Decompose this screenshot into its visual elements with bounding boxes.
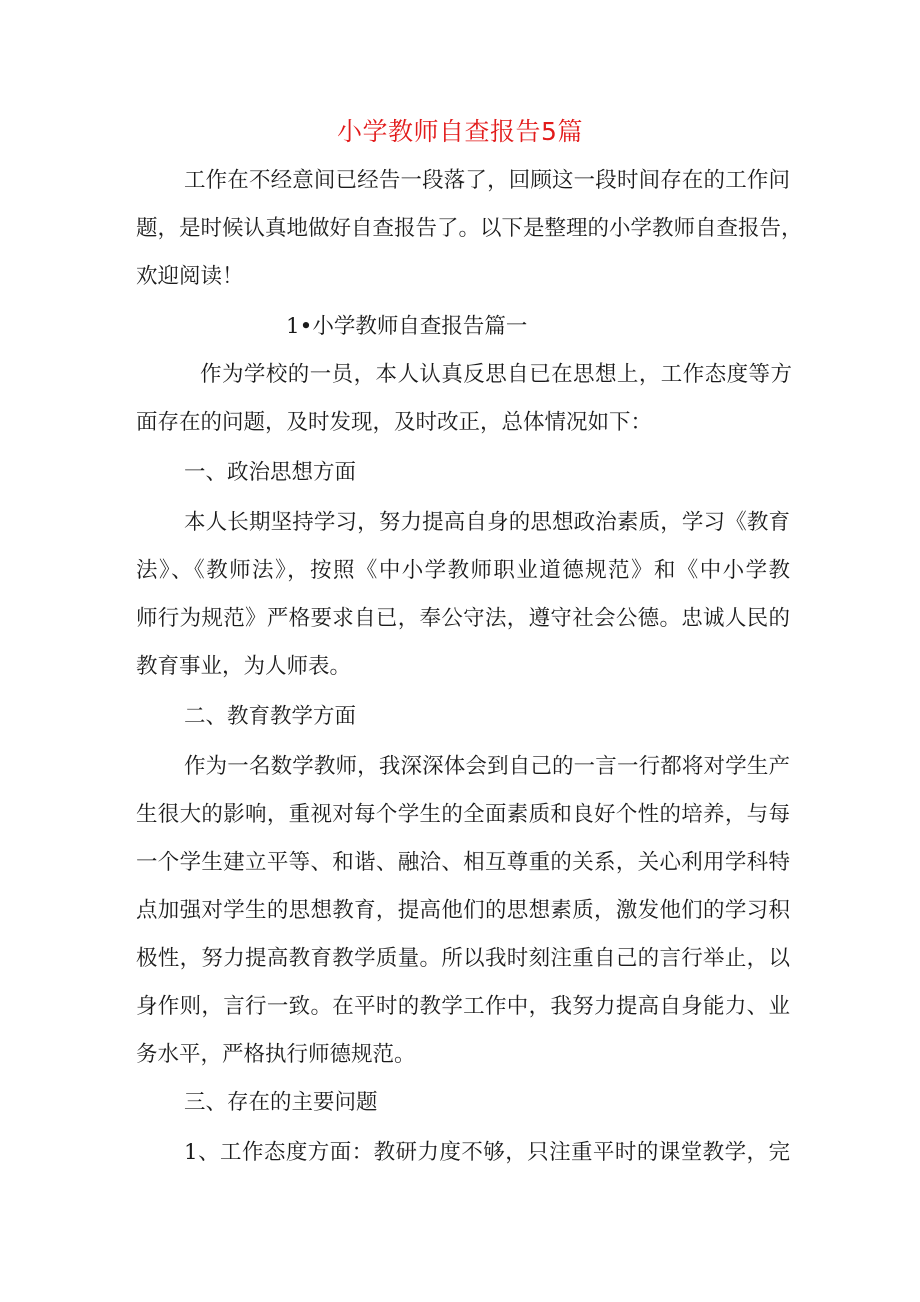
subheading-politics: 一、政治思想方面 [184,460,357,485]
section-heading: 1•小学教师自查报告篇一 [286,314,528,339]
paragraph-line: 务水平，严格执行师德规范。 [136,1042,416,1067]
paragraph-line: 作为学校的一员，本人认真反思自已在思想上，工作态度等方 [200,362,792,387]
paragraph-line: 点加强对学生的思想教育，提高他们的思想素质，激发他们的学习积 [136,898,790,923]
paragraph-line: 1、工作态度方面：教研力度不够，只注重平时的课堂教学，完 [184,1140,790,1165]
subheading-teaching: 二、教育教学方面 [184,704,357,729]
paragraph-line: 一个学生建立平等、和谐、融洽、相互尊重的关系，关心利用学科特 [136,850,790,875]
paragraph-line: 作为一名数学教师，我深深体会到自己的一言一行都将对学生产 [184,754,790,779]
paragraph-line: 教育事业，为人师表。 [136,654,352,679]
paragraph-line: 师行为规范》严格要求自已，奉公守法，遵守社会公德。忠诚人民的 [136,606,790,631]
paragraph-line: 本人长期坚持学习，努力提高自身的思想政治素质，学习《教育 [184,510,790,535]
intro-line: 工作在不经意间已经告一段落了，回顾这一段时间存在的工作问 [184,168,790,193]
subheading-problems: 三、存在的主要问题 [184,1090,378,1115]
paragraph-line: 面存在的问题，及时发现，及时改正，总体情况如下： [136,410,653,435]
document-title: 小学教师自查报告5篇 [337,117,583,146]
paragraph-line: 身作则，言行一致。在平时的教学工作中，我努力提高自身能力、业 [136,994,790,1019]
paragraph-line: 极性，努力提高教育教学质量。所以我时刻注重自己的言行举止，以 [136,946,790,971]
paragraph-line: 生很大的影响，重视对每个学生的全面素质和良好个性的培养，与每 [136,802,790,827]
intro-line: 欢迎阅读！ [136,264,244,289]
paragraph-line: 法》、《教师法》，按照《中小学教师职业道德规范》和《中小学教 [136,558,790,583]
intro-line: 题，是时候认真地做好自查报告了。以下是整理的小学教师自查报告， [136,216,803,241]
